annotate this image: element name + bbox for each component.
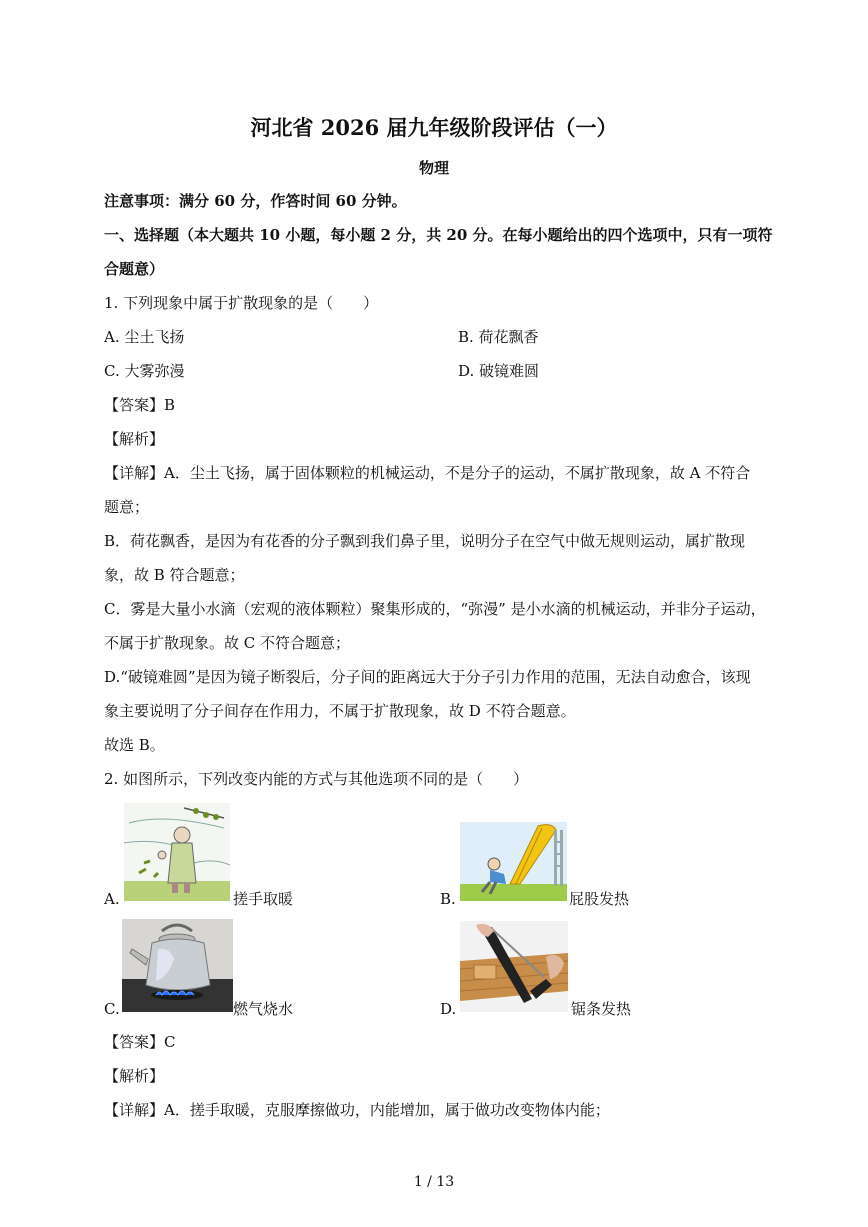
q2-option-c-caption: 燃气烧水	[233, 1000, 294, 1018]
q1-detail-line: 【详解】A．尘土飞扬，属于固体颗粒的机械运动，不是分子的运动，不属扩散现象，故 A 不符合	[104, 464, 751, 482]
q2-analysis-label: 【解析】	[104, 1067, 165, 1085]
page-title: 河北省 2026 届九年级阶段评估（一）	[250, 115, 618, 140]
page-number: 1 / 13	[413, 1174, 455, 1190]
subject-label: 物理	[418, 159, 449, 177]
section-heading-line2: 合题意）	[104, 260, 165, 278]
q1-detail-line: D.“破镜难圆”是因为镜子断裂后，分子间的距离远大于分子引力作用的范围，无法自动愈合，该现	[104, 668, 751, 686]
q1-detail-line: 不属于扩散现象。故 C 不符合题意；	[104, 634, 351, 652]
rubbing-hands-illustration	[124, 803, 230, 901]
q1-option-b: B. 荷花飘香	[458, 328, 539, 346]
q2-option-d-letter: D.	[440, 1000, 457, 1018]
q1-option-a: A. 尘土飞扬	[104, 328, 185, 346]
q2-option-b-letter: B.	[440, 890, 456, 908]
gas-kettle-photo	[122, 919, 233, 1012]
q1-detail-line: 故选 B。	[104, 736, 165, 754]
section-heading-line1: 一、选择题（本大题共 10 小题，每小题 2 分，共 20 分。在每小题给出的四个选项中，只有一项符	[104, 226, 773, 244]
q1-answer: 【答案】B	[104, 396, 176, 414]
q2-option-b-caption: 屁股发热	[569, 890, 630, 908]
q2-option-d-caption: 锯条发热	[571, 1000, 632, 1018]
q1-option-c: C. 大雾弥漫	[104, 362, 185, 380]
q2-detail-line: 【详解】A．搓手取暖，克服摩擦做功，内能增加，属于做功改变物体内能；	[104, 1101, 610, 1119]
q2-option-a-letter: A.	[104, 890, 120, 908]
q1-option-d: D. 破镜难圆	[458, 362, 540, 380]
q2-option-a-caption: 搓手取暖	[233, 890, 294, 908]
q1-detail-line: 象主要说明了分子间存在作用力，不属于扩散现象，故 D 不符合题意。	[104, 702, 576, 720]
q1-stem: 1. 下列现象中属于扩散现象的是（ ）	[104, 294, 379, 312]
slide-illustration	[460, 822, 567, 901]
q2-option-c-letter: C.	[104, 1000, 120, 1018]
q1-detail-line: 象，故 B 符合题意；	[104, 566, 245, 584]
q1-detail-line: 题意；	[104, 498, 150, 516]
sawing-wood-photo	[460, 921, 568, 1012]
q1-analysis-label: 【解析】	[104, 430, 165, 448]
q1-detail-line: B．荷花飘香，是因为有花香的分子飘到我们鼻子里，说明分子在空气中做无规则运动，属扩散现	[104, 532, 746, 550]
q2-stem: 2. 如图所示，下列改变内能的方式与其他选项不同的是（ ）	[104, 770, 529, 788]
notice: 注意事项：满分 60 分，作答时间 60 分钟。	[104, 192, 407, 210]
q2-answer: 【答案】C	[104, 1033, 176, 1051]
q1-detail-line: C．雾是大量小水滴（宏观的液体颗粒）聚集形成的，“弥漫” 是小水滴的机械运动，并非分子运动，	[104, 600, 766, 618]
